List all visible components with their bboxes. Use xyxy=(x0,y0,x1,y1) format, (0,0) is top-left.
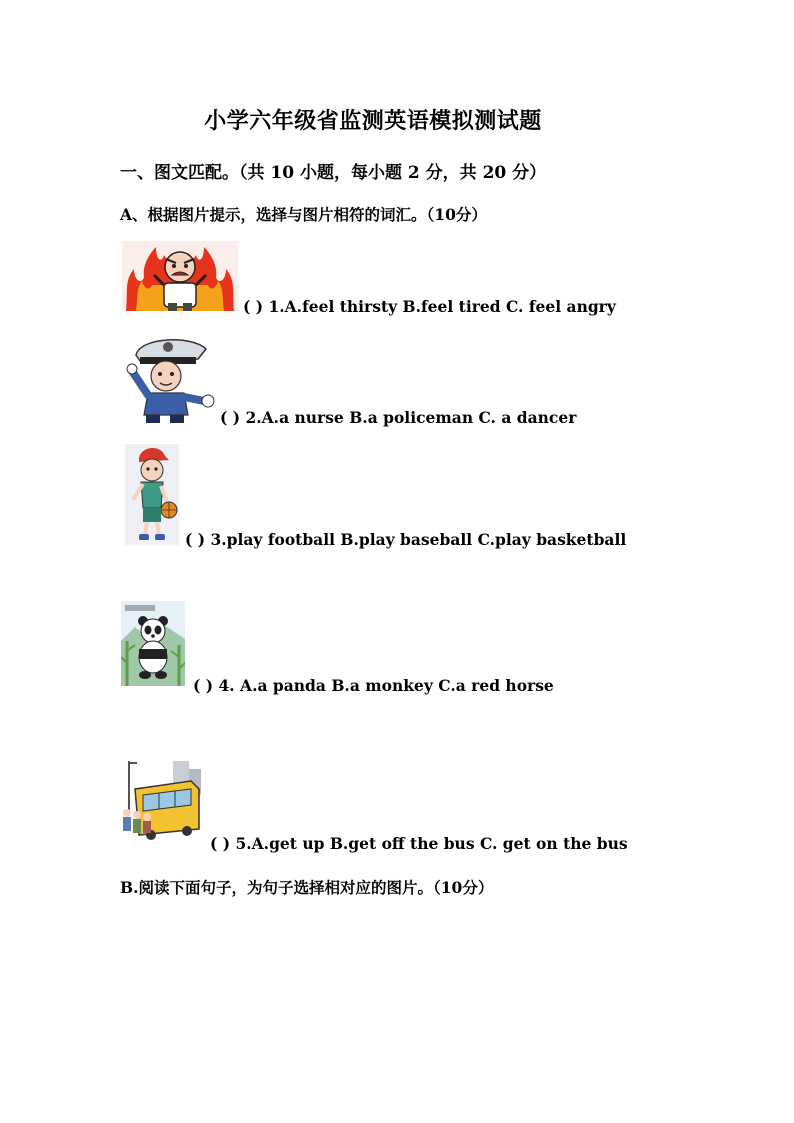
question-2: ( ) 2.A.a nurse B.a policeman C. a dancer xyxy=(220,408,577,427)
question-5: ( ) 5.A.get up B.get off the bus C. get on the bus xyxy=(210,834,628,853)
question-1: ( ) 1.A.feel thirsty B.feel tired C. feel angry xyxy=(243,297,616,316)
section-1-heading: 一、图文匹配。（共 10 小题，每小题 2 分，共 20 分） xyxy=(120,163,547,183)
panda-bamboo-image xyxy=(121,601,185,686)
angry-man-fire-image xyxy=(122,241,238,311)
policeman-cartoon-image xyxy=(122,331,216,425)
page-title: 小学六年级省监测英语模拟测试题 xyxy=(204,108,542,134)
question-4: ( ) 4. A.a panda B.a monkey C.a red horse xyxy=(193,676,554,695)
question-3: ( ) 3.play football B.play baseball C.play basketball xyxy=(185,530,627,549)
part-b-heading: B.阅读下面句子，为句子选择相对应的图片。（10分） xyxy=(120,878,494,897)
part-a-heading: A、根据图片提示，选择与图片相符的词汇。（10分） xyxy=(120,205,487,224)
bus-people-image xyxy=(119,755,203,843)
boy-basketball-image xyxy=(125,444,179,545)
